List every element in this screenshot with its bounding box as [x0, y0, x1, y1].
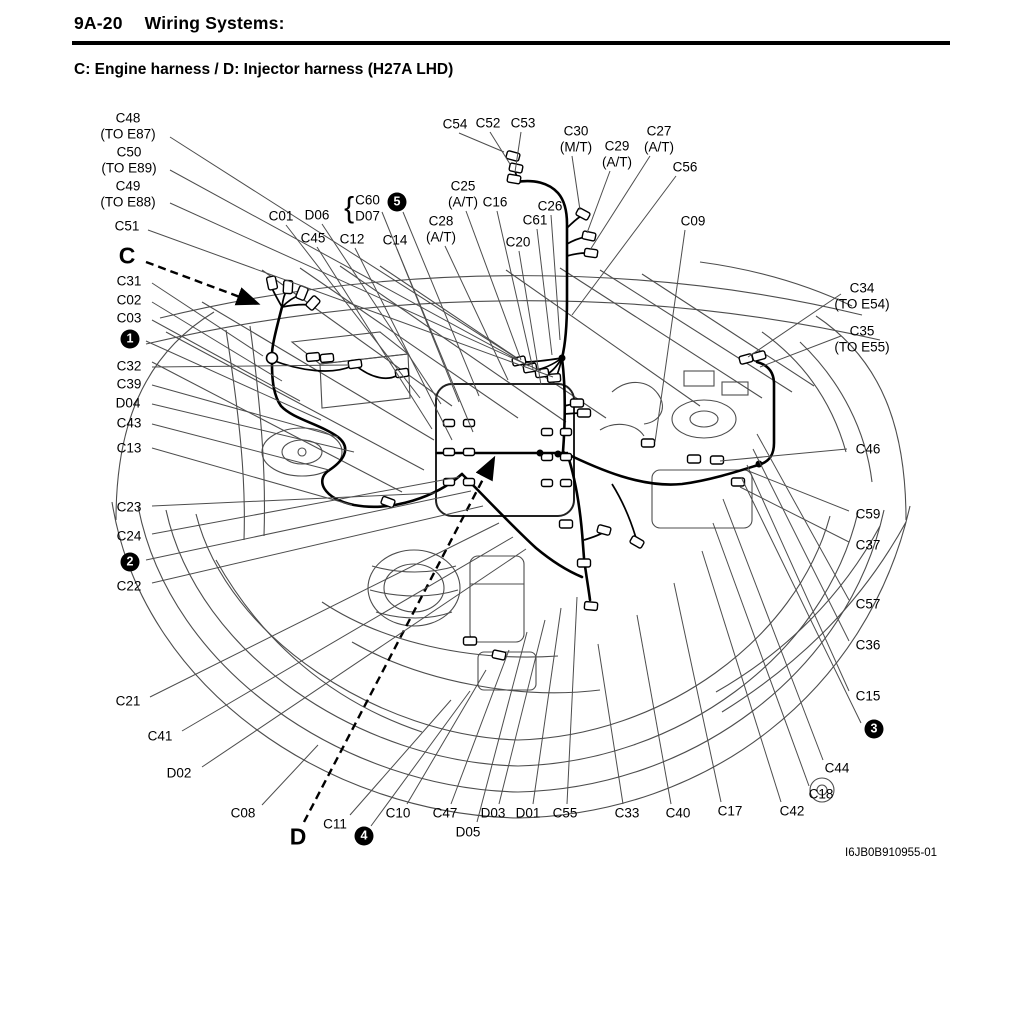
connector-label-c11: C11 [323, 816, 347, 832]
connector-label-c24: C24 [116, 528, 142, 544]
leader-line [590, 156, 650, 250]
connector-label-c46: C46 [855, 441, 881, 457]
leader-line [150, 523, 499, 697]
connector-label-c50: C50 (TO E89) [101, 144, 157, 175]
connector-label-c53: C53 [510, 115, 536, 131]
leader-line [355, 248, 452, 440]
connector-label-c26: C26 [537, 198, 563, 214]
connector-label-c45: C45 [300, 230, 326, 246]
section-letter-D: D [289, 823, 307, 850]
connector-label-c17: C17 [717, 803, 743, 819]
brace-glyph: { [344, 191, 355, 224]
connector-label-c36: C36 [855, 637, 881, 653]
connector-label-c34: C34 (TO E54) [834, 280, 890, 311]
callout-4: 4 [355, 827, 374, 846]
leader-line [655, 230, 685, 442]
connector-label-c29: C29 (A/T) [602, 138, 632, 169]
connector-label-d04: D04 [115, 395, 141, 411]
connector-label-c43: C43 [116, 415, 142, 431]
leader-line [451, 650, 509, 804]
leader-line [519, 251, 541, 385]
connector-label-c23: C23 [116, 499, 142, 515]
connector-label-c39: C39 [116, 376, 142, 392]
connector-label-c61: C61 [522, 212, 548, 228]
connector-label-c51: C51 [114, 218, 140, 234]
connector-label-c60d07 [344, 193, 380, 224]
figure-code: I6JB0B910955-01 [845, 847, 938, 859]
leader-line [350, 700, 451, 815]
leader-line [317, 247, 432, 429]
leader-line [170, 137, 518, 359]
section-letter-C: C [118, 242, 136, 269]
leader-line [637, 615, 671, 804]
leader-line [537, 229, 552, 355]
connector-label-d06: D06 [304, 207, 330, 223]
leader-line [723, 499, 823, 760]
leader-line [572, 156, 580, 210]
brace-lines: C60 D07 [355, 192, 380, 223]
leader-line [748, 294, 841, 357]
connector-label-d05: D05 [455, 824, 481, 840]
leader-line [152, 302, 282, 381]
connector-label-c32: C32 [116, 358, 142, 374]
connector-label-c41: C41 [147, 728, 173, 744]
leader-line [445, 246, 508, 380]
connector-label-c13: C13 [116, 440, 142, 456]
leader-line [533, 608, 561, 804]
connector-label-c08: C08 [230, 805, 256, 821]
connector-label-c27: C27 (A/T) [644, 123, 674, 154]
connector-label-c16: C16 [482, 194, 508, 210]
header-section-code: 9A-20 [74, 13, 123, 33]
leader-line [152, 493, 436, 506]
connector-label-c42: C42 [779, 803, 805, 819]
connector-label-c37: C37 [855, 537, 881, 553]
callout-3: 3 [865, 720, 884, 739]
connector-label-c25: C25 (A/T) [448, 178, 478, 209]
leader-line [515, 132, 521, 172]
leader-line [170, 203, 541, 371]
connector-label-c21: C21 [115, 693, 141, 709]
leader-line [674, 583, 721, 802]
connector-label-c54: C54 [442, 116, 468, 132]
leader-line [152, 477, 459, 534]
connector-label-c30: C30 (M/T) [559, 123, 593, 154]
leader-line [286, 225, 420, 398]
callout-2: 2 [121, 553, 140, 572]
leader-line [152, 404, 354, 452]
leader-line [146, 491, 471, 560]
connector-label-c44: C44 [824, 760, 850, 776]
leader-line [598, 644, 623, 804]
section-title: C: Engine harness / D: Injector harness (H27A LHD) [74, 61, 454, 78]
leader-line [182, 537, 513, 731]
callout-1: 1 [121, 330, 140, 349]
connector-label-d01: D01 [515, 805, 541, 821]
leader-line [397, 249, 473, 432]
connector-label-c20: C20 [505, 234, 531, 250]
leader-line [567, 597, 577, 804]
connector-label-c49: C49 (TO E88) [100, 178, 156, 209]
connector-label-d03: D03 [480, 805, 506, 821]
connector-label-c56: C56 [672, 159, 698, 175]
leader-line [490, 132, 510, 164]
connector-label-c12: C12 [339, 231, 365, 247]
leader-line [262, 745, 318, 805]
connector-label-c28: C28 (A/T) [426, 213, 456, 244]
connector-label-c03: C03 [116, 310, 142, 326]
callout-5: 5 [388, 193, 407, 212]
leader-line [152, 365, 349, 367]
leader-line [746, 470, 849, 511]
connector-label-c52: C52 [475, 115, 501, 131]
connector-label-c01: C01 [268, 208, 294, 224]
connector-label-c48: C48 (TO E87) [100, 110, 156, 141]
connector-label-c14: C14 [382, 232, 408, 248]
connector-label-c57: C57 [855, 596, 881, 612]
leader-line [753, 449, 849, 641]
connector-label-d02: D02 [166, 765, 192, 781]
connector-label-c09: C09 [680, 213, 706, 229]
connector-label-c31: C31 [116, 273, 142, 289]
leader-line [551, 215, 560, 340]
connector-label-c33: C33 [614, 805, 640, 821]
leader-line [720, 449, 847, 461]
connector-label-c35: C35 (TO E55) [834, 323, 890, 354]
connector-label-c59: C59 [855, 506, 881, 522]
connector-label-c18: C18 [808, 786, 834, 802]
leader-line [740, 487, 849, 542]
leader-line [152, 448, 352, 505]
connector-label-c55: C55 [552, 805, 578, 821]
leader-line [459, 133, 504, 152]
header-title: Wiring Systems: [144, 13, 285, 33]
connector-label-c02: C02 [116, 292, 142, 308]
connector-label-c40: C40 [665, 805, 691, 821]
connector-label-c15: C15 [855, 688, 881, 704]
leader-line [152, 506, 483, 583]
leader-line [152, 424, 329, 470]
connector-label-c10: C10 [385, 805, 411, 821]
connector-label-c47: C47 [432, 805, 458, 821]
leader-line [152, 283, 263, 356]
connector-label-c22: C22 [116, 578, 142, 594]
leader-line [713, 523, 809, 786]
